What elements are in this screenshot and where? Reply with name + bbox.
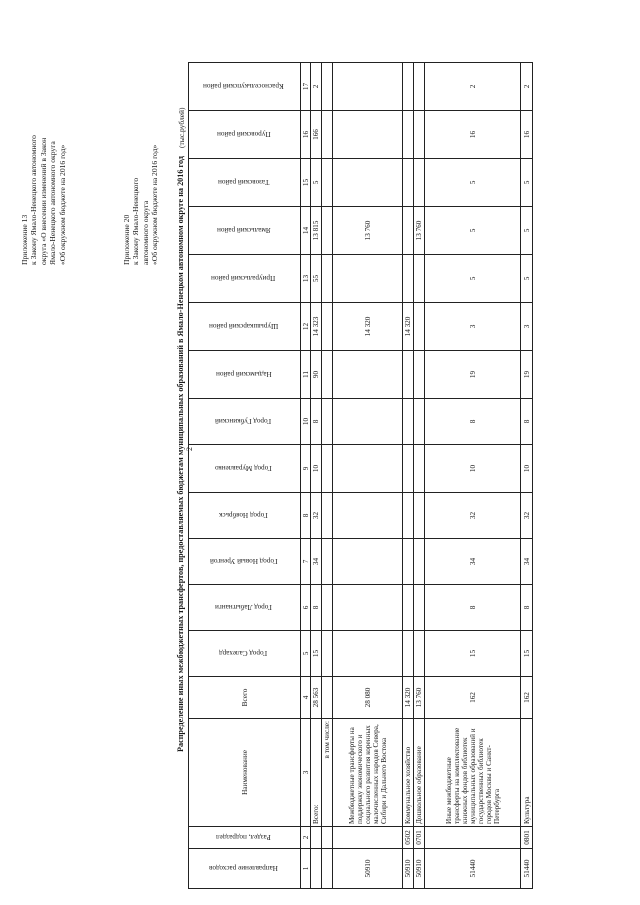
column-number: 14: [301, 207, 311, 255]
column-number: 2: [301, 827, 311, 849]
header-cell: [189, 677, 301, 719]
value-cell: [333, 493, 403, 539]
value-cell: [333, 255, 403, 303]
table-row: [521, 63, 533, 889]
value-cell: 34: [425, 539, 521, 585]
value-cell: [403, 399, 414, 445]
name-cell: Всего:: [311, 719, 322, 827]
value-cell: 14 320: [403, 303, 414, 351]
value-cell: 3: [521, 303, 533, 351]
header-cell: [189, 585, 301, 631]
value-cell: 16: [521, 111, 533, 159]
name-cell: Дошкольное образование: [414, 719, 425, 827]
value-cell: [403, 255, 414, 303]
section-cell: 0502: [403, 827, 414, 849]
value-cell: 14 323: [311, 303, 322, 351]
name-cell: Межбюджетные трансферты на поддержку экономического и социального развития коренных малочисленных народов Севера, Сибири и Дальнего Востока: [333, 719, 403, 827]
value-cell: 3: [425, 303, 521, 351]
name-cell: Культура: [521, 719, 533, 827]
header-municipality: Надымский район: [215, 370, 272, 379]
table-row: [425, 63, 521, 889]
value-cell: 16: [425, 111, 521, 159]
column-number: 6: [301, 585, 311, 631]
column-number: 15: [301, 159, 311, 207]
header-cell: [189, 207, 301, 255]
transfers-table: [188, 62, 533, 889]
section-cell: [425, 827, 521, 849]
annex-line: округа «О внесении изменений в Закон: [38, 137, 48, 265]
value-cell: [333, 445, 403, 493]
section-cell: [322, 827, 333, 849]
section-cell: 0801: [521, 827, 533, 849]
value-cell: [322, 303, 333, 351]
annex-line: к Закону Ямало-Ненецкого: [131, 177, 141, 265]
value-cell: [414, 111, 425, 159]
value-cell: [322, 585, 333, 631]
value-cell: [322, 399, 333, 445]
value-cell: 19: [425, 351, 521, 399]
value-cell: 14 320: [333, 303, 403, 351]
annex-line: Приложение 20: [122, 214, 131, 265]
total-cell: 162: [521, 677, 533, 719]
value-cell: 10: [521, 445, 533, 493]
value-cell: [333, 63, 403, 111]
value-cell: [322, 493, 333, 539]
value-cell: 8: [521, 399, 533, 445]
value-cell: [414, 631, 425, 677]
table-row: [333, 63, 403, 889]
value-cell: [414, 303, 425, 351]
annex-line: Приложение 13: [20, 214, 29, 265]
value-cell: [322, 63, 333, 111]
header-name: Наименование: [240, 750, 249, 795]
value-cell: [333, 539, 403, 585]
value-cell: 8: [311, 399, 322, 445]
value-cell: 34: [311, 539, 322, 585]
direction-cell: [322, 849, 333, 889]
table-row: [403, 63, 414, 889]
value-cell: [414, 63, 425, 111]
value-cell: [333, 351, 403, 399]
header-total: Всего: [240, 688, 249, 707]
value-cell: 2: [311, 63, 322, 111]
column-number: 16: [301, 111, 311, 159]
total-cell: 28 563: [311, 677, 322, 719]
section-cell: [333, 827, 403, 849]
value-cell: 5: [311, 159, 322, 207]
column-number: 7: [301, 539, 311, 585]
header-cell: [189, 445, 301, 493]
direction-cell: 50910: [414, 849, 425, 889]
value-cell: 90: [311, 351, 322, 399]
direction-cell: [311, 849, 322, 889]
value-cell: [333, 159, 403, 207]
table-row: [414, 63, 425, 889]
header-cell: [189, 849, 301, 889]
header-cell: [189, 631, 301, 677]
annex-13-header: [20, 135, 67, 265]
table-row: [322, 63, 333, 889]
value-cell: [403, 631, 414, 677]
direction-cell: 50910: [403, 849, 414, 889]
value-cell: [403, 585, 414, 631]
total-cell: [322, 677, 333, 719]
value-cell: 166: [311, 111, 322, 159]
header-municipality: Город Муравленко: [215, 464, 272, 473]
column-number: 8: [301, 493, 311, 539]
value-cell: 5: [425, 255, 521, 303]
header-municipality: Шурышкарский район: [208, 322, 279, 331]
value-cell: 13 760: [414, 207, 425, 255]
unit-label: (тыс.рублей): [177, 107, 186, 148]
value-cell: [403, 539, 414, 585]
value-cell: [322, 111, 333, 159]
value-cell: [414, 539, 425, 585]
column-number: 17: [301, 63, 311, 111]
header-cell: [189, 719, 301, 827]
header-cell: [189, 111, 301, 159]
section-cell: 0701: [414, 827, 425, 849]
header-municipality: Город Новый Уренгой: [209, 557, 278, 566]
column-number: 3: [301, 719, 311, 827]
header-municipality: Город Ноябрьск: [219, 511, 268, 520]
header-municipality: Город Губкинский: [215, 417, 272, 426]
column-number: 5: [301, 631, 311, 677]
header-cell: [189, 539, 301, 585]
value-cell: [414, 159, 425, 207]
value-cell: 34: [521, 539, 533, 585]
header-section: Раздел, подраздел: [216, 833, 271, 842]
value-cell: [414, 585, 425, 631]
name-cell: Иные межбюджетные трансферты на комплектование книжных фондов библиотек муниципальных образований и государственных библиотек городов Москвы и Санкт-Петербурга: [425, 719, 521, 827]
column-number: 9: [301, 445, 311, 493]
value-cell: [322, 445, 333, 493]
value-cell: [403, 351, 414, 399]
value-cell: [403, 445, 414, 493]
table-row: [311, 63, 322, 889]
value-cell: 5: [425, 159, 521, 207]
header-municipality: Город Лабытнанги: [215, 603, 272, 612]
value-cell: 5: [521, 207, 533, 255]
value-cell: 15: [521, 631, 533, 677]
header-cell: [189, 159, 301, 207]
value-cell: [333, 399, 403, 445]
value-cell: 15: [425, 631, 521, 677]
value-cell: 10: [311, 445, 322, 493]
header-municipality: Ямальский район: [216, 226, 271, 235]
value-cell: 2: [425, 63, 521, 111]
header-municipality: Тазовский район: [217, 178, 270, 187]
annex-line: к Закону Ямало-Ненецкого автономного: [29, 135, 39, 265]
direction-cell: 51440: [425, 849, 521, 889]
direction-cell: 51440: [521, 849, 533, 889]
total-cell: 28 080: [333, 677, 403, 719]
value-cell: [414, 351, 425, 399]
value-cell: [414, 255, 425, 303]
document-title: Распределение иных межбюджетных трансфертов, предоставляемых бюджетам муниципальных образований в Ямало-Ненецком автономном округе на 2016 год: [176, 155, 185, 753]
header-cell: [189, 255, 301, 303]
value-cell: [414, 493, 425, 539]
annex-line: Ямало-Ненецкого автономного округа: [48, 141, 58, 265]
value-cell: 8: [425, 399, 521, 445]
value-cell: 55: [311, 255, 322, 303]
value-cell: 8: [521, 585, 533, 631]
value-cell: 2: [521, 63, 533, 111]
value-cell: [403, 159, 414, 207]
header-cell: [189, 493, 301, 539]
column-number: 10: [301, 399, 311, 445]
header-cell: [189, 63, 301, 111]
value-cell: [322, 255, 333, 303]
section-cell: [311, 827, 322, 849]
header-municipality: Приуральский район: [211, 274, 276, 283]
value-cell: 5: [521, 159, 533, 207]
name-cell: в том числе:: [322, 719, 333, 827]
value-cell: 5: [425, 207, 521, 255]
header-municipality: Пуровский район: [216, 130, 271, 139]
value-cell: [333, 631, 403, 677]
value-cell: 32: [311, 493, 322, 539]
header-cell: [189, 827, 301, 849]
value-cell: [322, 631, 333, 677]
column-number: 1: [301, 849, 311, 889]
value-cell: 13 815: [311, 207, 322, 255]
column-number: 11: [301, 351, 311, 399]
total-cell: 162: [425, 677, 521, 719]
column-number: 4: [301, 677, 311, 719]
annex-line: «Об окружном бюджете на 2016 год»: [150, 144, 160, 265]
value-cell: [322, 207, 333, 255]
value-cell: 13 760: [333, 207, 403, 255]
value-cell: [403, 111, 414, 159]
value-cell: [333, 111, 403, 159]
annex-line: «Об окружном бюджете на 2016 год»: [57, 144, 67, 265]
column-number: 12: [301, 303, 311, 351]
header-municipality: Красноселькупский район: [203, 82, 284, 91]
page-number: 2: [185, 447, 194, 451]
name-cell: Коммунальное хозяйство: [403, 719, 414, 827]
header-cell: [189, 399, 301, 445]
value-cell: [403, 63, 414, 111]
value-cell: [403, 493, 414, 539]
value-cell: 19: [521, 351, 533, 399]
header-direction: Направление расходов: [209, 864, 278, 873]
value-cell: [322, 539, 333, 585]
value-cell: [403, 207, 414, 255]
value-cell: [333, 585, 403, 631]
total-cell: 13 760: [414, 677, 425, 719]
value-cell: 5: [521, 255, 533, 303]
value-cell: 10: [425, 445, 521, 493]
value-cell: 32: [425, 493, 521, 539]
header-row: [189, 63, 301, 889]
value-cell: [414, 399, 425, 445]
value-cell: [322, 159, 333, 207]
direction-cell: 50910: [333, 849, 403, 889]
header-cell: [189, 303, 301, 351]
table-body: [311, 63, 533, 889]
annex-line: автономного округа: [140, 200, 150, 265]
column-number-row: [301, 63, 311, 889]
value-cell: 8: [311, 585, 322, 631]
annex-20-header: [122, 145, 160, 265]
value-cell: 15: [311, 631, 322, 677]
total-cell: 14 320: [403, 677, 414, 719]
header-cell: [189, 351, 301, 399]
value-cell: [414, 445, 425, 493]
header-municipality: Город Салехард: [219, 649, 268, 658]
value-cell: [322, 351, 333, 399]
column-number: 13: [301, 255, 311, 303]
value-cell: 8: [425, 585, 521, 631]
value-cell: 32: [521, 493, 533, 539]
